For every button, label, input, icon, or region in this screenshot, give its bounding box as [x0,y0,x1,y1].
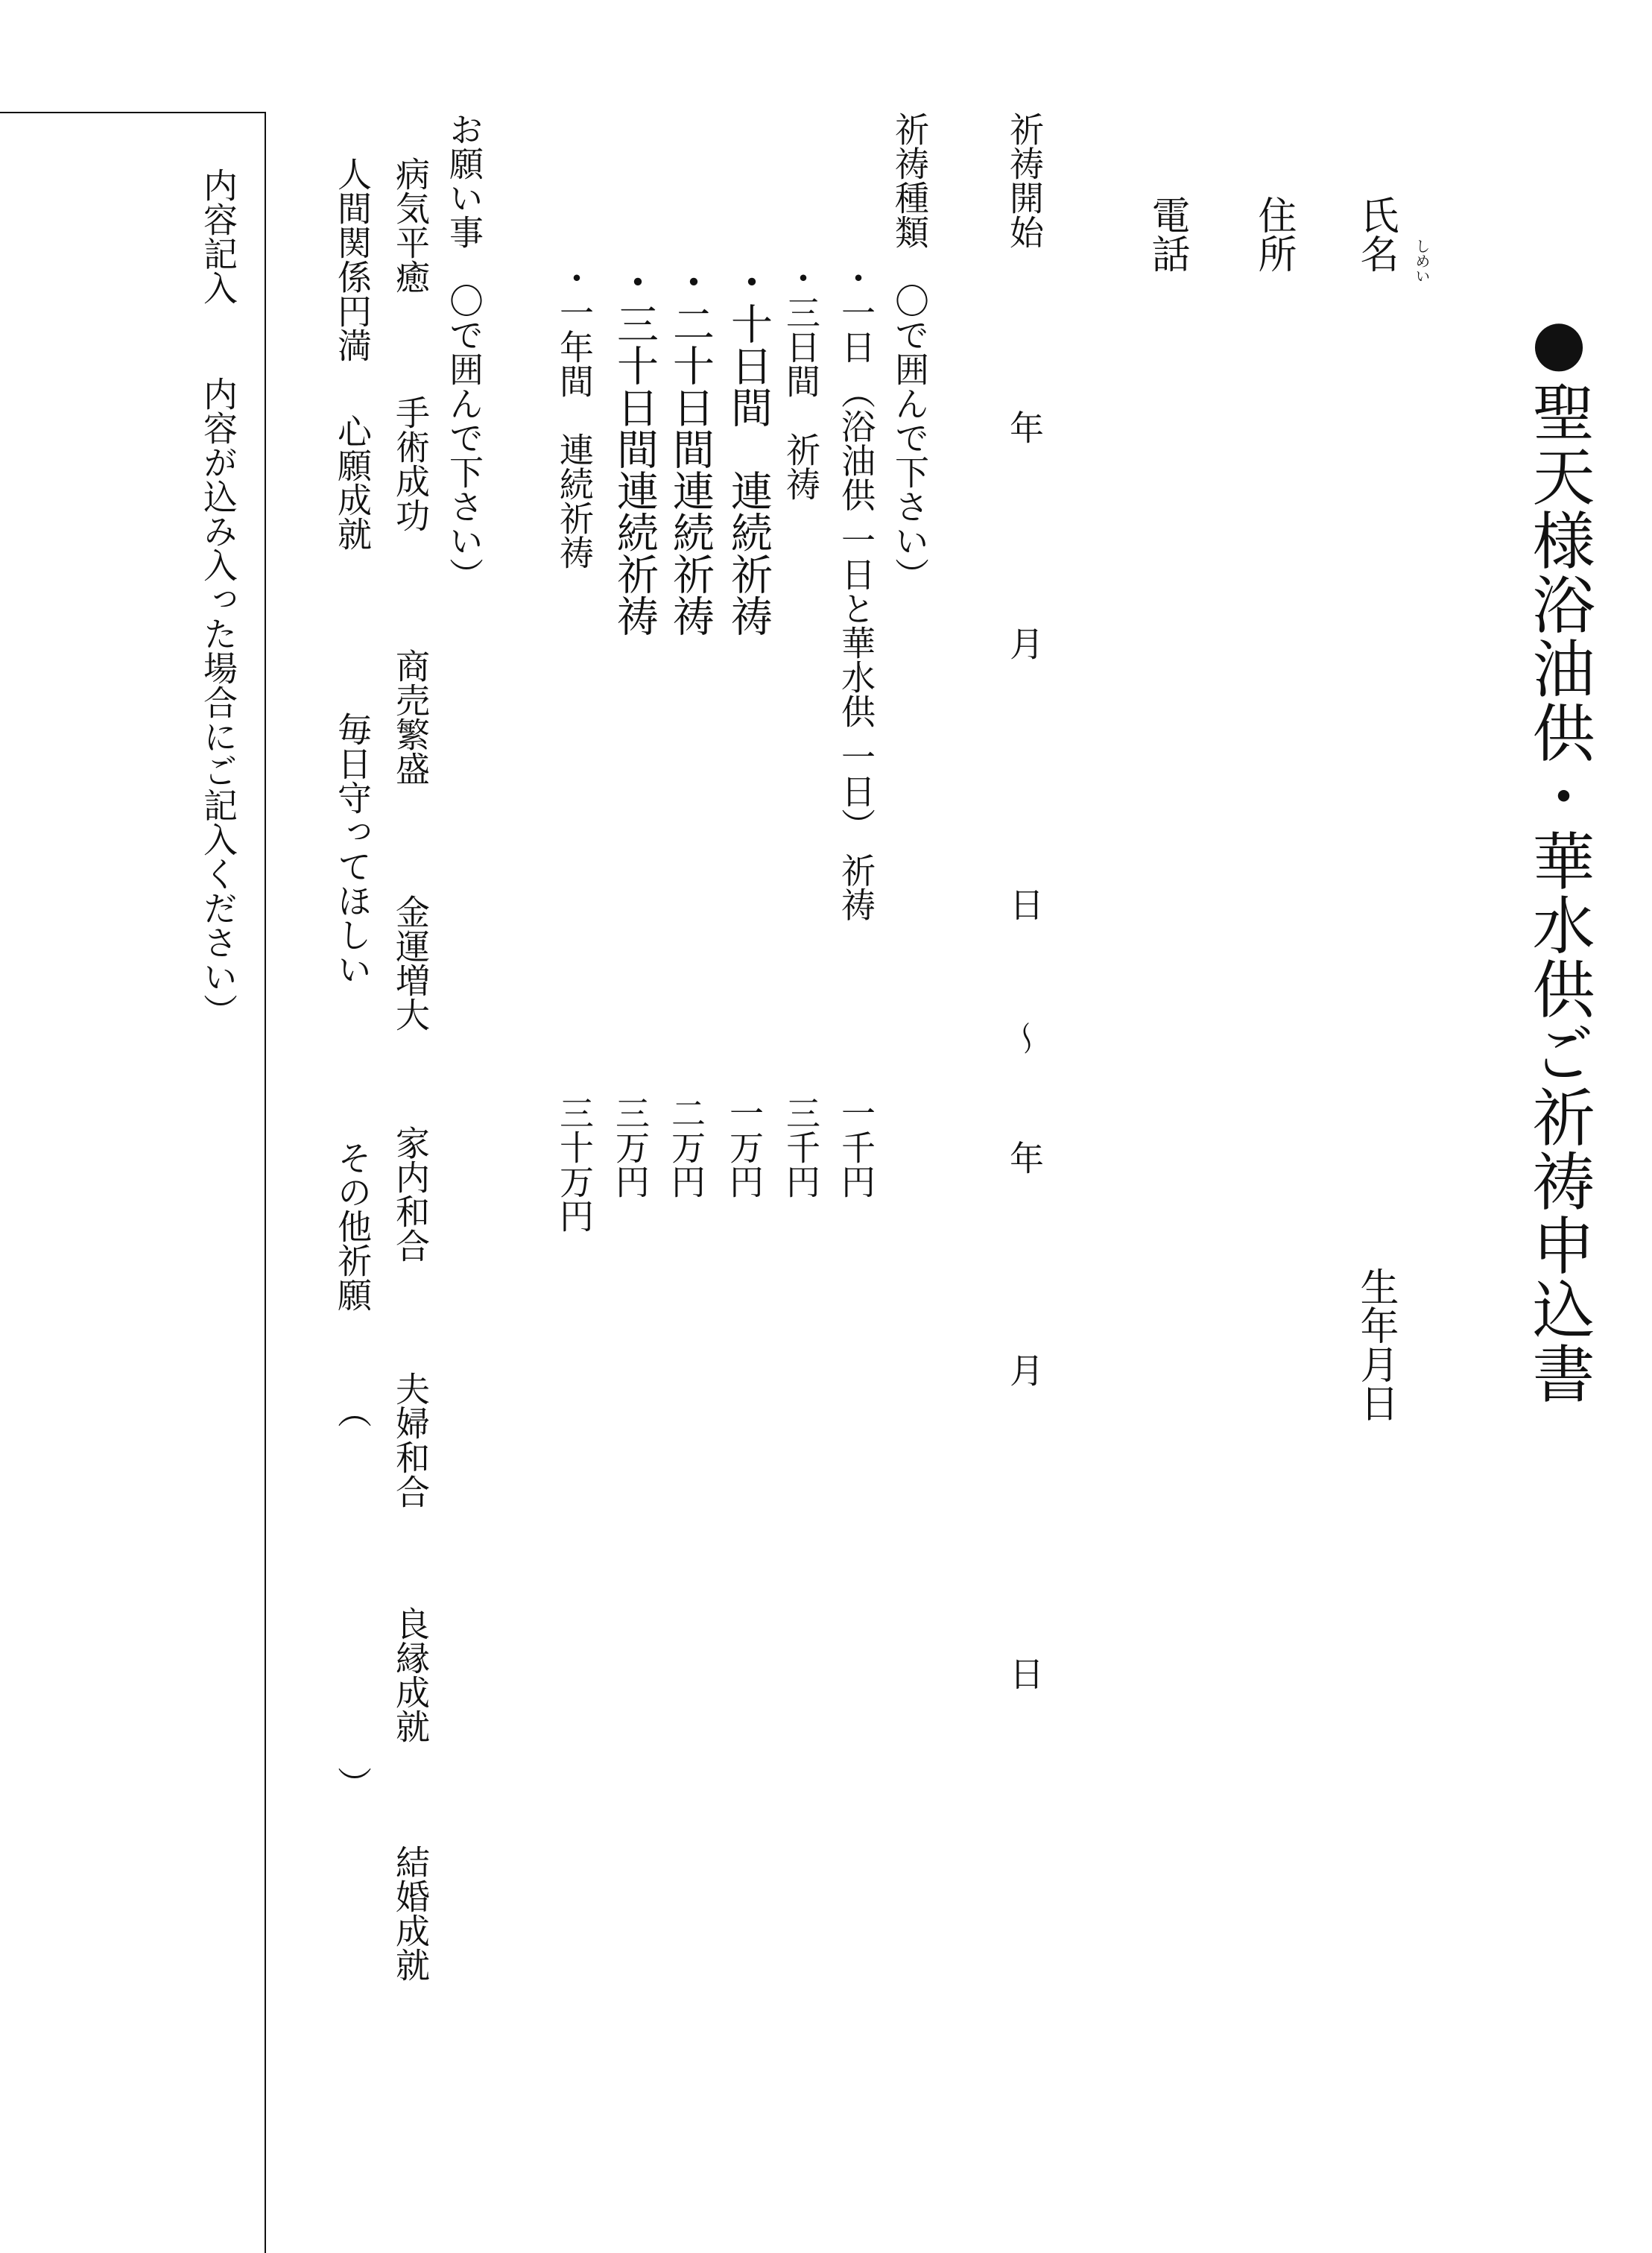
wish-item: 商売繁盛 [390,648,431,786]
wish-item: その他祈願 [332,1140,373,1312]
other-open-paren: （ [332,1394,373,1428]
type-price: 二万円 [666,1096,706,1198]
wish-item: 手術成功 [390,395,431,532]
start-year: 年 [1004,410,1045,444]
wishes-label: お願い事 〇で囲んで下さい） [444,112,484,592]
wish-item: 結婚成就 [390,1845,431,1982]
type-price: 三万円 [610,1096,651,1198]
type-price: 一万円 [724,1096,765,1198]
type-item: ・三十日間連続祈祷 [610,261,659,636]
types-label: 祈祷種類 〇で囲んで下さい） [890,112,930,592]
type-price: 一千円 [836,1096,876,1198]
phone-label: 電話 [1145,195,1189,273]
start-month: 月 [1004,626,1045,660]
type-item: ・二十日間連続祈祷 [666,261,715,636]
wish-item: 良縁成就 [390,1606,431,1743]
start-tilde: ～ [1004,1021,1045,1055]
wish-item: 金運増大 [390,894,431,1031]
end-month: 月 [1004,1353,1045,1387]
birthday-label: 生年月日 [1353,1267,1398,1422]
start-day: 日 [1004,887,1045,921]
wish-item: 人間関係円満 [332,157,373,362]
notes-instructions: 内容が込み入った場合にご記入ください） [198,376,238,1028]
end-day: 日 [1004,1656,1045,1690]
address-label: 住所 [1251,195,1296,273]
type-item: ・一年間 連続祈祷 [554,261,595,569]
type-item: ・十日間 連続祈祷 [724,261,773,636]
wish-item: 毎日守ってほしい [332,712,373,986]
type-price: 三千円 [781,1096,821,1198]
name-label: 氏名 [1353,195,1398,273]
other-close-paren: ） [332,1766,373,1801]
page-title: ●聖天様浴油供・華水供ご祈祷申込書 [1522,306,1595,1406]
type-item: ・一日 （浴油供 一日と華水供 一日） 祈祷 [836,261,876,922]
notes-label: 内容記入 [198,168,238,305]
end-year: 年 [1004,1140,1045,1175]
name-ruby: しめい [1413,238,1431,283]
wish-item: 病気平癒 [390,157,431,294]
wish-item: 心願成就 [332,414,373,551]
wish-item: 夫婦和合 [390,1371,431,1508]
type-price: 三十万円 [554,1096,595,1233]
start-label: 祈祷開始 [1004,112,1045,249]
wish-item: 家内和合 [390,1125,431,1263]
type-item: ・三日間 祈祷 [781,261,821,501]
